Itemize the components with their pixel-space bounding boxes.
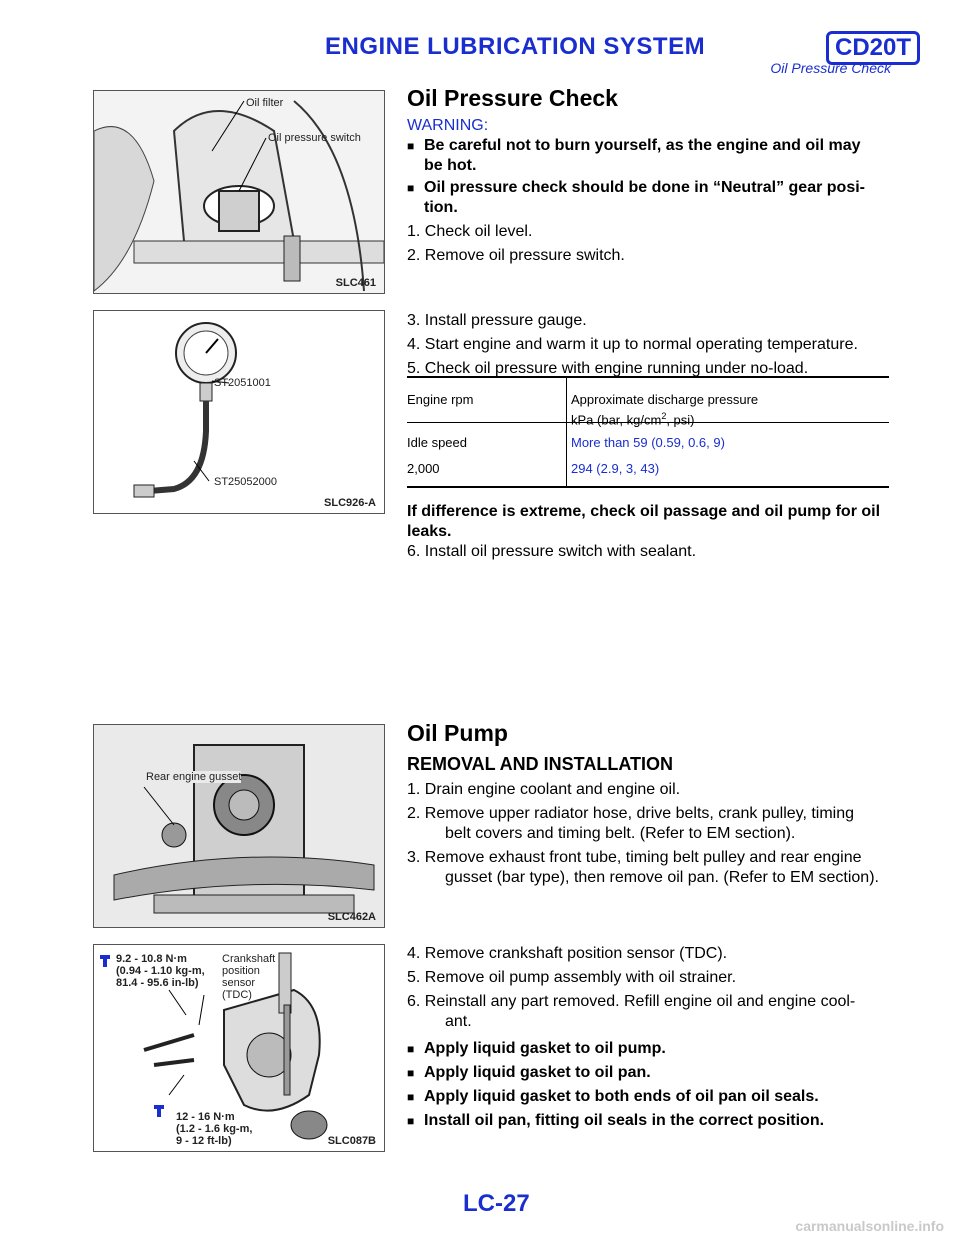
warning-text-line: Be careful not to burn yourself, as the engine and oil may	[424, 137, 861, 154]
procedure-step: 5. Remove oil pump assembly with oil strainer.	[407, 969, 737, 986]
warning-text-line: be hot.	[424, 157, 477, 174]
table-bottom-rule	[407, 486, 889, 488]
section-header-title: ENGINE LUBRICATION SYSTEM	[325, 33, 706, 60]
table-header-engine-rpm: Engine rpm	[407, 392, 474, 407]
note-line: leaks.	[407, 523, 452, 540]
procedure-step: 2. Remove oil pressure switch.	[407, 247, 625, 264]
procedure-step: 5. Check oil pressure with engine running under no-load.	[407, 360, 809, 377]
section-title-oil-pump: Oil Pump	[407, 720, 508, 746]
label-rear-engine-gusset: Rear engine gusset	[146, 771, 242, 783]
table-cell-pressure: More than 59 (0.59, 0.6, 9)	[571, 435, 725, 450]
bullet-icon: ■	[407, 1066, 415, 1080]
table-cell-rpm: 2,000	[407, 461, 440, 476]
procedure-step: 1. Drain engine coolant and engine oil.	[407, 781, 681, 798]
bullet-icon: ■	[407, 181, 415, 195]
procedure-step: 6. Install oil pressure switch with sealant.	[407, 543, 697, 560]
page-number: LC-27	[463, 1190, 530, 1217]
figure-code: SLC926-A	[324, 497, 376, 509]
sensor-label-line: (TDC)	[222, 989, 252, 1001]
label-oil-pressure-switch: Oil pressure switch	[268, 132, 361, 144]
bullet-icon: ■	[407, 1114, 415, 1128]
label-hose-part-number: ST25052000	[214, 476, 277, 488]
bullet-icon: ■	[407, 1042, 415, 1056]
warning-text-line: tion.	[424, 199, 458, 216]
engine-code-badge: CD20T	[826, 31, 920, 65]
figure-oil-pressure-switch	[93, 90, 385, 294]
procedure-step: 3. Remove exhaust front tube, timing belt pulley and rear engine	[407, 849, 862, 866]
figure-oil-pump-assembly	[93, 944, 385, 1152]
torque-spec-line: 9.2 - 10.8 N·m	[116, 953, 187, 965]
torque-wrench-icon	[154, 1105, 164, 1117]
figure-code: SLC462A	[327, 911, 376, 923]
sensor-label-line: sensor	[222, 977, 256, 989]
table-column-divider	[566, 378, 567, 486]
torque-spec-line: (0.94 - 1.10 kg-m,	[116, 965, 205, 977]
subsection-title: REMOVAL AND INSTALLATION	[407, 754, 673, 774]
procedure-step-cont: gusset (bar type), then remove oil pan. (Refer to EM section).	[445, 869, 879, 886]
procedure-step: 4. Start engine and warm it up to normal operating temperature.	[407, 336, 858, 353]
warning-text-line: Oil pressure check should be done in “Neutral” gear posi-	[424, 179, 865, 196]
table-header-line: Approximate discharge pressure	[571, 392, 759, 407]
gasket-note: Apply liquid gasket to oil pan.	[424, 1064, 651, 1081]
label-oil-filter: Oil filter	[246, 97, 284, 109]
gasket-note: Apply liquid gasket to oil pump.	[424, 1040, 666, 1057]
warning-label: WARNING:	[407, 117, 489, 134]
note-line: If difference is extreme, check oil passage and oil pump for oil	[407, 503, 881, 520]
figure-rear-engine-gusset	[93, 724, 385, 928]
sensor-label-line: Crankshaft	[222, 953, 276, 965]
torque-spec-line: 12 - 16 N·m	[176, 1111, 235, 1123]
table-header-line: kPa (bar, $kg/cm^2$, psi)	[571, 411, 695, 428]
figure-code: SLC087B	[327, 1135, 376, 1147]
torque-spec-line: (1.2 - 1.6 kg-m,	[176, 1123, 253, 1135]
torque-wrench-icon	[100, 955, 110, 967]
bullet-icon: ■	[407, 139, 415, 153]
gasket-note: Install oil pan, fitting oil seals in the correct position.	[424, 1112, 825, 1129]
procedure-step: 6. Reinstall any part removed. Refill engine oil and engine cool-	[407, 993, 856, 1010]
table-cell-pressure: 294 (2.9, 3, 43)	[571, 461, 660, 476]
label-gauge-part-number: ST2051001	[214, 377, 271, 389]
sensor-label-line: position	[222, 965, 260, 977]
oil-filter-illustration	[94, 91, 384, 293]
watermark: carmanualsonline.info	[795, 1218, 944, 1234]
procedure-step: 1. Check oil level.	[407, 223, 533, 240]
procedure-step: 4. Remove crankshaft position sensor (TDC).	[407, 945, 728, 962]
bullet-icon: ■	[407, 1090, 415, 1104]
section-subtitle: Oil Pressure Check	[770, 60, 891, 76]
torque-spec-line: 81.4 - 95.6 in-lb)	[116, 977, 199, 989]
procedure-step-cont: belt covers and timing belt. (Refer to EM section).	[445, 825, 796, 842]
figure-pressure-gauge	[93, 310, 385, 514]
table-cell-rpm: Idle speed	[407, 435, 467, 450]
gasket-note: Apply liquid gasket to both ends of oil pan oil seals.	[424, 1088, 819, 1105]
engine-gusset-illustration	[94, 725, 384, 927]
table-top-rule	[407, 376, 889, 378]
table-header-pressure	[571, 392, 758, 428]
torque-spec-line: 9 - 12 ft-lb)	[176, 1135, 232, 1147]
procedure-step: 2. Remove upper radiator hose, drive belts, crank pulley, timing	[407, 805, 855, 822]
procedure-step-cont: ant.	[445, 1013, 472, 1030]
procedure-step: 3. Install pressure gauge.	[407, 312, 587, 329]
figure-code: SLC461	[335, 277, 376, 289]
section-title-oil-pressure-check: Oil Pressure Check	[407, 85, 618, 111]
